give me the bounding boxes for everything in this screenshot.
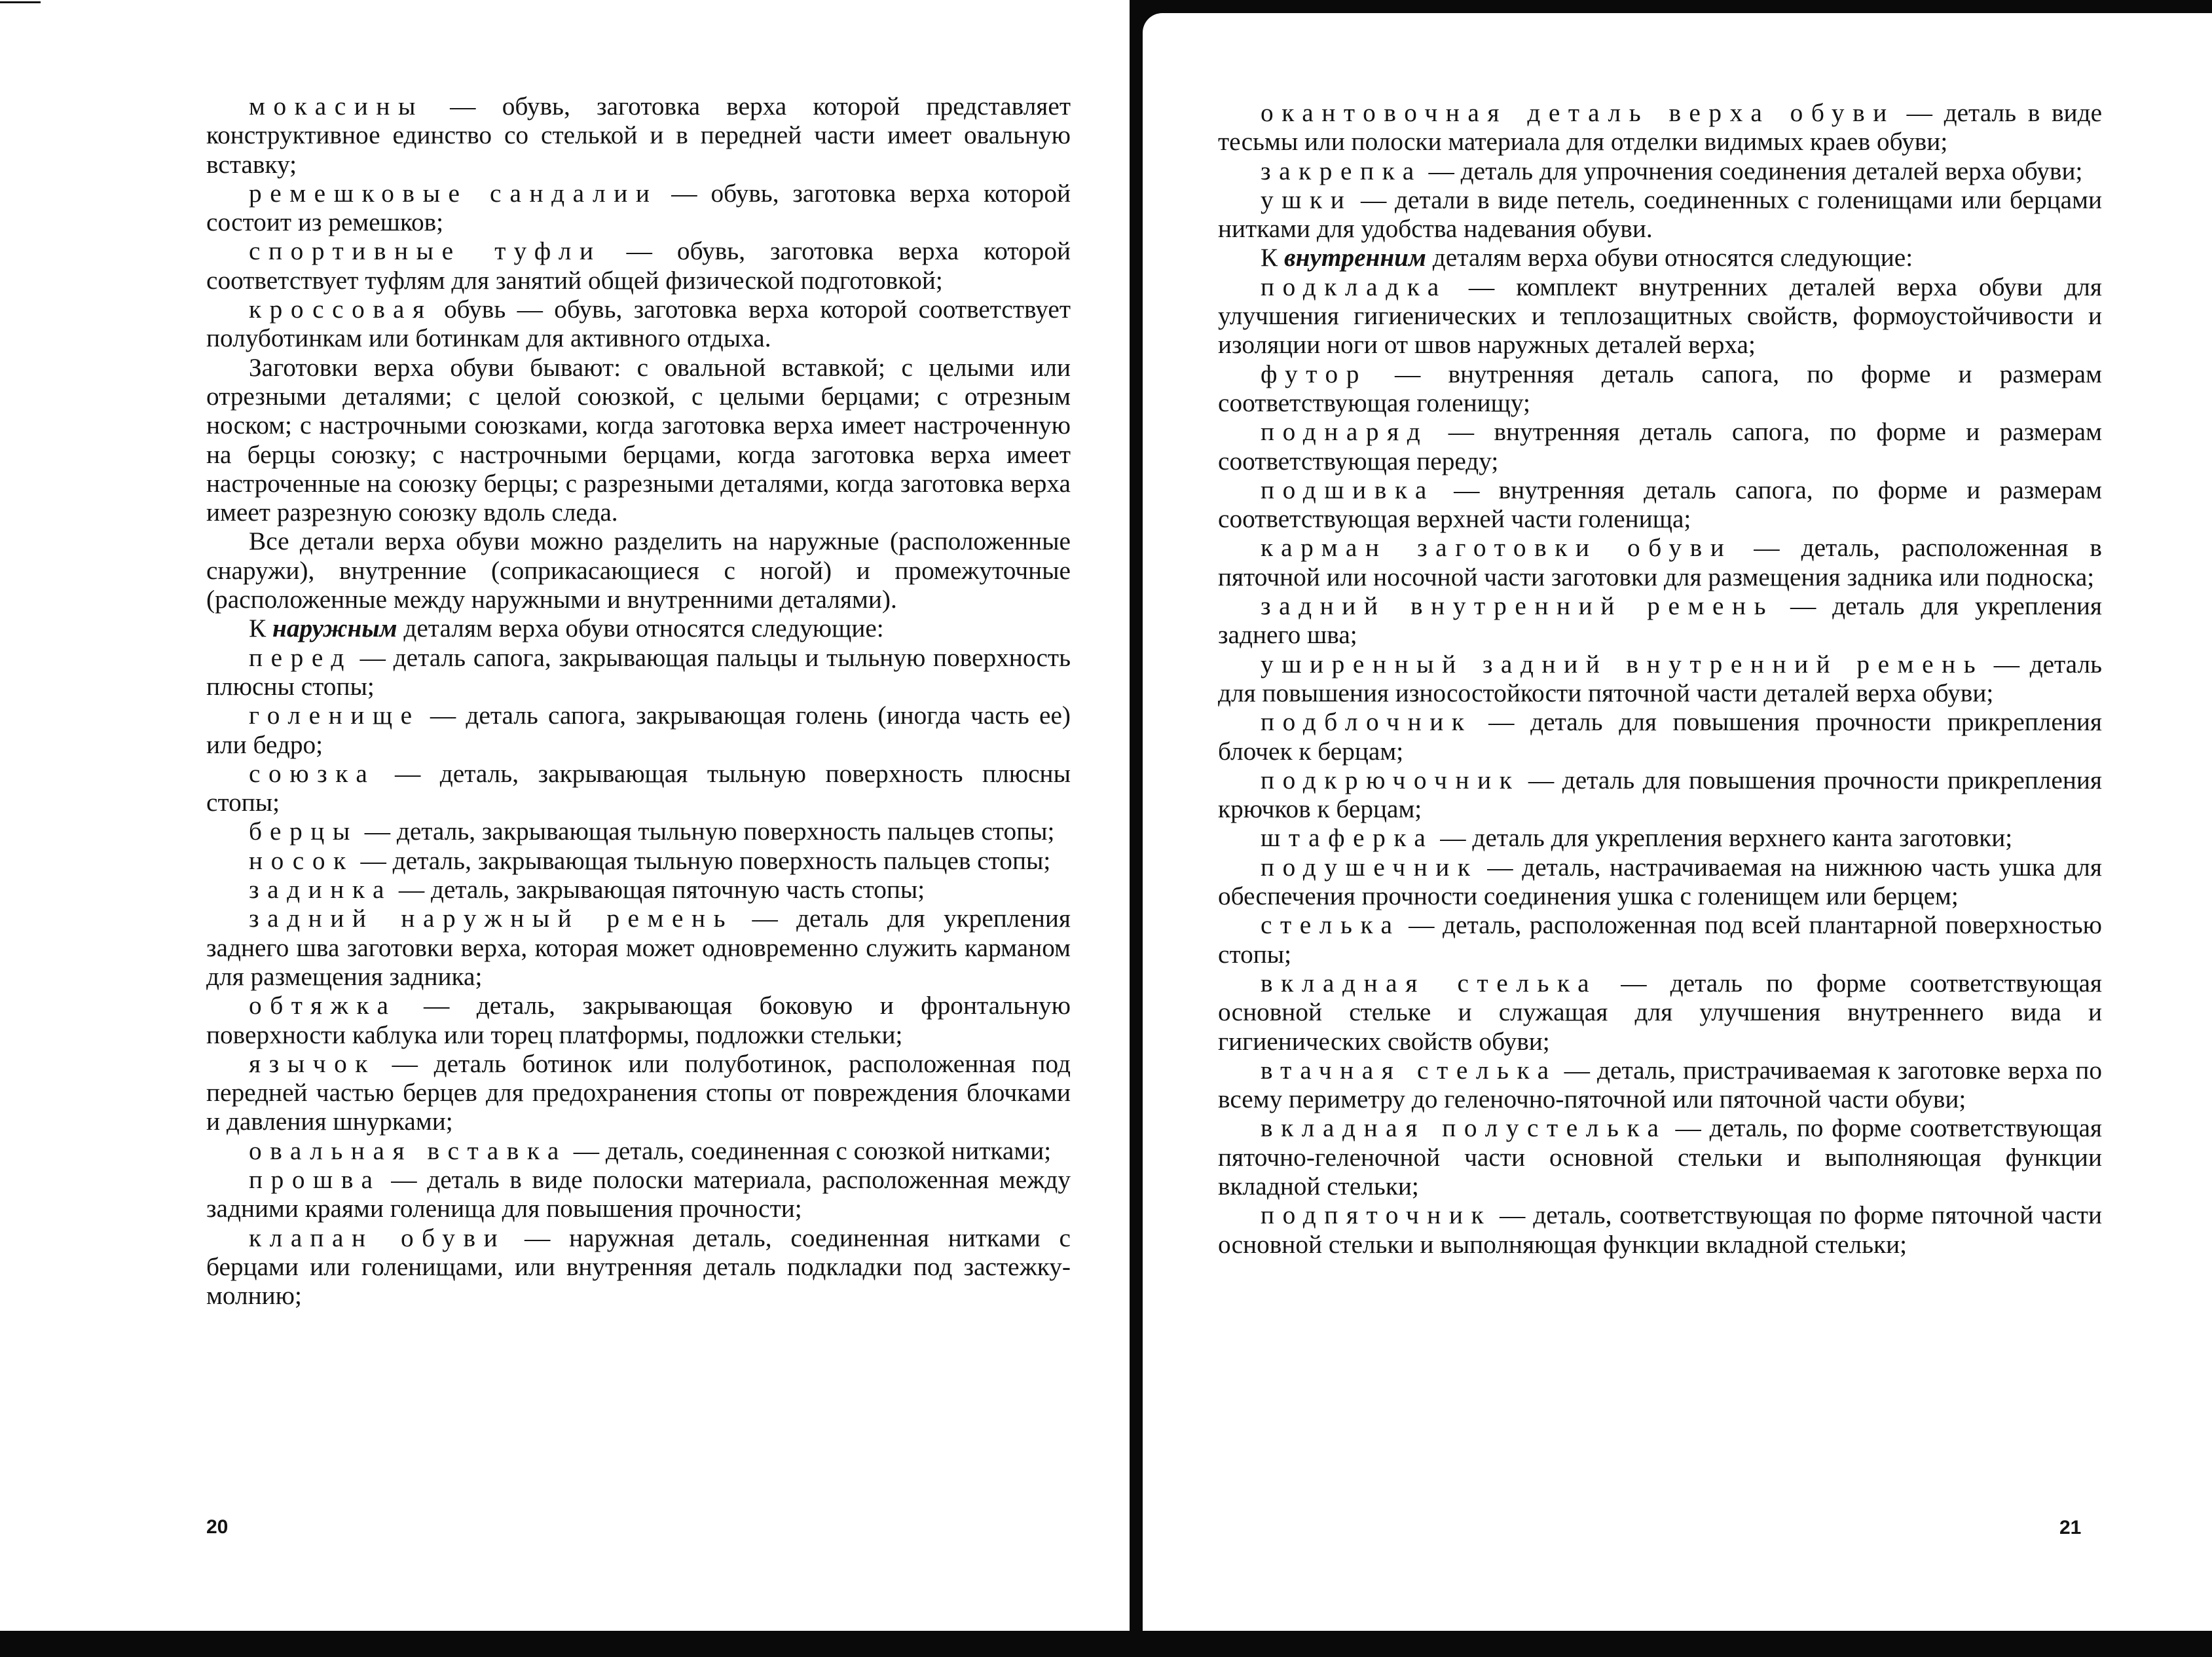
term: поднаряд	[1261, 417, 1429, 447]
term: обтяжка	[249, 991, 397, 1020]
definition: — деталь, закрывающая пяточную часть стопы;	[392, 875, 925, 904]
definition: — обувь, заготовка верха которой соответствует туфлям для занятий общей физической подготовкой;	[206, 236, 1071, 295]
paragraph	[206, 1136, 1071, 1165]
term: втачная стелька	[1261, 1055, 1557, 1085]
term: задний наружный ремень	[249, 904, 734, 933]
term: задний внутренний ремень	[1261, 591, 1775, 621]
definition: обувь — обувь, заготовка верха которой соответствует полуботинкам или ботинкам для активного отдыха.	[206, 295, 1071, 353]
definition: — детали в виде петель, соединенных с голенищами или берцами нитками для удобства надевания обуви.	[1218, 185, 2102, 244]
paragraph	[1218, 1113, 2102, 1201]
term: берцы	[249, 817, 358, 846]
definition: — деталь ботинок или полуботинок, расположенная под передней частью берцев для предохранения стопы от повреждения блочками и давления шнурками;	[206, 1049, 1071, 1136]
definition: — деталь, по форме соответствующая пяточно-геленочной части основной стельки и выполняющая функции вкладной стельки;	[1218, 1113, 2102, 1201]
term: голенище	[249, 701, 420, 730]
term: клапан обуви	[249, 1223, 506, 1252]
paragraph	[1218, 910, 2102, 969]
paragraph	[206, 1223, 1071, 1311]
definition: деталям верха обуви относятся следующие:	[397, 614, 884, 643]
lead: К	[249, 614, 273, 643]
term: прошва	[249, 1164, 381, 1194]
paragraph	[1218, 969, 2102, 1056]
paragraph	[206, 643, 1071, 701]
paragraph	[206, 179, 1071, 237]
paragraph	[206, 527, 1071, 614]
paragraph	[206, 1165, 1071, 1223]
definition: — деталь для укрепления верхнего канта заготовки;	[1433, 823, 2013, 853]
term: овальная вставка	[249, 1136, 567, 1165]
paragraph	[206, 614, 1071, 642]
definition: — деталь в виде тесьмы или полоски материала для отделки видимых краев обуви;	[1218, 98, 2103, 157]
term: подкладка	[1261, 272, 1447, 301]
term: кроссовая	[249, 295, 433, 324]
paragraph	[1218, 185, 2102, 244]
paragraph	[1218, 650, 2102, 708]
definition: — деталь для укрепления заднего шва заготовки верха, которая может одновременно служить карманом для размещения задника;	[206, 904, 1071, 991]
lead: К	[1261, 243, 1285, 272]
definition: — деталь, закрывающая тыльную поверхность пальцев стопы;	[358, 817, 1055, 846]
paragraph	[206, 759, 1071, 817]
italic-term: наружным	[272, 614, 397, 643]
paragraph	[206, 353, 1071, 527]
definition: — внутренняя деталь сапога, по форме и размерам соответствующая переду;	[1218, 417, 2102, 475]
paragraph	[206, 92, 1071, 179]
term: ушки	[1261, 185, 1353, 214]
paragraph	[206, 904, 1071, 991]
paragraph	[1218, 1201, 2102, 1259]
term: подшивка	[1261, 475, 1435, 504]
term: союзка	[249, 758, 376, 788]
paragraph	[1218, 766, 2102, 824]
paragraph	[206, 991, 1071, 1049]
definition: — деталь, соответствующая по форме пяточной части основной стельки и выполняющая функции вкладной стельки;	[1218, 1201, 2102, 1259]
definition: деталям верха обуви относятся следующие:	[1426, 243, 1913, 272]
definition: — деталь для повышения износостойкости пяточной части деталей верха обуви;	[1218, 649, 2102, 707]
paragraph	[1218, 475, 2102, 534]
term: подкрючочник	[1261, 765, 1521, 794]
definition: Заготовки верха обуви бывают: с овальной вставкой; с целыми или отрезными деталями; с целой союзкой, с целыми берцами; с отрезным носком; с настрочными союзками, когда заготовка верха имеет настроченную на берцы союзку; с настрочными берцами, когда заготовка верха имеет настроченные на союзку берцы; с разрезными деталями, когда заготовка верха имеет разрезную союзку вдоль следа.	[206, 352, 1071, 527]
definition: — комплект внутренних деталей верха обуви для улучшения гигиенических и теплозащитных свойств, формоустойчивости и изоляции ноги от швов наружных деталей верха;	[1218, 272, 2102, 360]
definition: — деталь для укрепления заднего шва;	[1218, 591, 2103, 650]
paragraph	[1218, 853, 2102, 911]
term: подушечник	[1261, 852, 1479, 882]
term: подблочник	[1261, 707, 1473, 737]
definition: — деталь, пристрачиваемая к заготовке верха по всему периметру до геленочно-пяточной или пяточной части обуви;	[1218, 1055, 2102, 1114]
paragraph	[206, 236, 1071, 295]
paragraph	[1218, 533, 2102, 591]
italic-term: внутренним	[1284, 243, 1426, 272]
paragraph	[1218, 98, 2102, 157]
paragraph	[206, 817, 1071, 846]
paragraph	[1218, 360, 2102, 418]
paragraph	[206, 846, 1071, 875]
paragraph	[206, 701, 1071, 759]
definition: — деталь для повышения прочности прикрепления блочек к берцам;	[1218, 707, 2102, 766]
definition: — деталь для повышения прочности прикрепления крючков к берцам;	[1218, 765, 2102, 824]
paragraph	[206, 1049, 1071, 1136]
definition: — деталь, закрывающая тыльную поверхность плюсны стопы;	[206, 758, 1071, 817]
term: штаферка	[1261, 823, 1434, 853]
paragraph	[1218, 272, 2102, 360]
term: стелька	[1261, 910, 1401, 940]
definition: — деталь, расположенная в пяточной или носочной части заготовки для размещения задника или подноска;	[1218, 533, 2102, 591]
definition: — наружная деталь, соединенная нитками с берцами или голенищами, или внутренняя деталь подкладки под застежку-молнию;	[206, 1223, 1071, 1311]
paragraph	[1218, 707, 2102, 766]
definition: — деталь, настрачиваемая на нижнюю часть ушка для обеспечения прочности соединения ушка с голенищем или берцем;	[1218, 852, 2102, 911]
paragraph	[206, 875, 1071, 904]
definition: Все детали верха обуви можно разделить на наружные (расположенные снаружи), внутренние (соприкасающиеся с ногой) и промежуточные (расположенные между наружными и внутренними деталями).	[206, 527, 1071, 614]
term: ремешковые сандалии	[249, 178, 658, 208]
scan-mark	[0, 1, 41, 3]
definition: — обувь, заготовка верха которой представляет конструктивное единство со стелькой и в передней части имеет овальную вставку;	[206, 92, 1071, 179]
term: уширенный задний внутренний ремень	[1261, 649, 1984, 679]
definition: — деталь, соединенная с союзкой нитками;	[566, 1136, 1052, 1165]
term: перед	[249, 642, 352, 672]
left-text-column	[206, 92, 1071, 1310]
term: мокасины	[249, 92, 424, 121]
page-number: 20	[206, 1516, 229, 1538]
paragraph	[1218, 1056, 2102, 1114]
term: подпяточник	[1261, 1201, 1492, 1230]
term: язычок	[249, 1049, 376, 1078]
term: окантовочная деталь верха обуви	[1261, 98, 1895, 127]
paragraph	[1218, 591, 2102, 650]
definition: — внутренняя деталь сапога, по форме и размерам соответствующая верхней части голенища;	[1218, 475, 2102, 534]
paragraph	[1218, 157, 2102, 185]
definition: — деталь по форме соответствующая основной стельке и служащая для улучшения внутреннего вида и гигиенических свойств обуви;	[1218, 968, 2102, 1056]
term: задинка	[249, 875, 392, 904]
paragraph	[1218, 243, 2102, 272]
paragraph	[1218, 823, 2102, 852]
term: закрепка	[1261, 156, 1422, 185]
term: вкладная стелька	[1261, 968, 1598, 997]
definition: — обувь, заготовка верха которой состоит из ремешков;	[206, 178, 1071, 237]
term: футор	[1261, 359, 1367, 388]
term: носок	[249, 846, 354, 875]
term: карман заготовки обуви	[1261, 533, 1733, 563]
definition: — деталь, расположенная под всей плантарной поверхностью стопы;	[1218, 910, 2102, 969]
definition: — деталь в виде полоски материала, расположенная между задними краями голенища для повышения прочности;	[206, 1164, 1071, 1223]
paragraph	[206, 295, 1071, 353]
definition: — деталь сапога, закрывающая пальцы и тыльную поверхность плюсны стопы;	[206, 642, 1071, 701]
definition: — внутренняя деталь сапога, по форме и размерам соответствующая голенищу;	[1218, 359, 2102, 417]
paragraph	[1218, 417, 2102, 475]
definition: — деталь, закрывающая тыльную поверхность пальцев стопы;	[354, 846, 1051, 875]
definition: — деталь для упрочнения соединения деталей верха обуви;	[1422, 156, 2083, 185]
right-page	[1143, 13, 2212, 1631]
term: вкладная полустелька	[1261, 1113, 1667, 1143]
right-text-column	[1218, 98, 2102, 1259]
definition: — деталь сапога, закрывающая голень (иногда часть ее) или бедро;	[206, 701, 1071, 759]
definition: — деталь, закрывающая боковую и фронтальную поверхности каблука или торец платформы, подложки стельки;	[206, 991, 1071, 1049]
page-number: 21	[2059, 1517, 2082, 1538]
term: спортивные туфли	[249, 236, 602, 266]
